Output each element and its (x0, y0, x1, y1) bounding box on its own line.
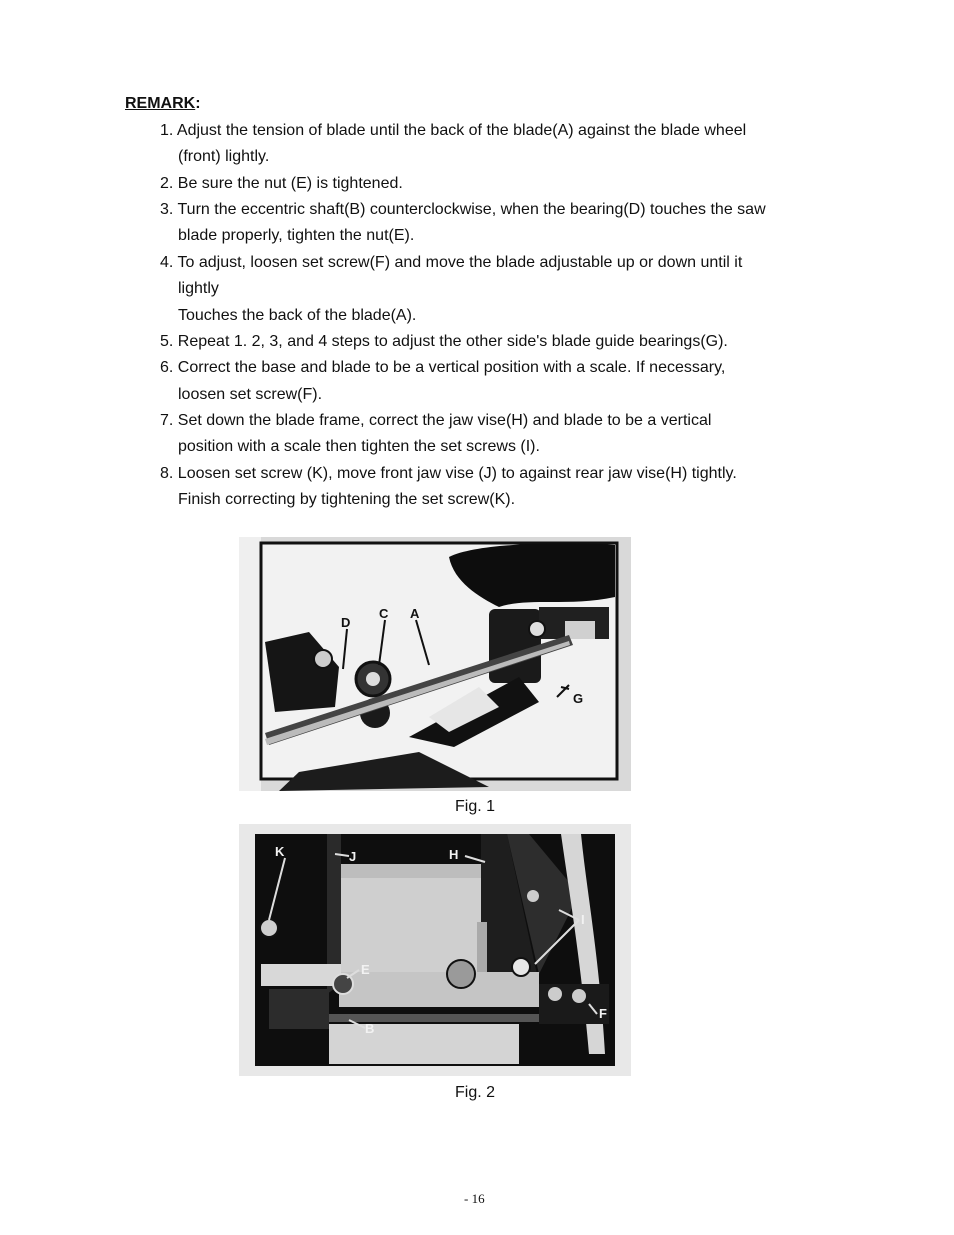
figure-2-label-b: B (365, 1021, 375, 1036)
figure-1-label-c: C (379, 606, 389, 621)
step-6-line-2: loosen set screw(F). (178, 386, 323, 403)
figure-2-label-j: J (349, 849, 357, 864)
figure-1-caption: Fig. 1 (455, 798, 496, 815)
step-8-line-1: 8. Loosen set screw (K), move front jaw vise (J) to against rear jaw vise(H) tightly. (160, 465, 737, 482)
figure-1-illustration (239, 537, 631, 791)
figure-1-label-g: G (573, 691, 584, 706)
remark-heading-colon: : (195, 95, 201, 112)
step-6-line-1: 6. Correct the base and blade to be a vertical position with a scale. If necessary, (160, 359, 726, 376)
step-5-line-1: 5. Repeat 1. 2, 3, and 4 steps to adjust the other side's blade guide bearings(G). (160, 333, 728, 350)
step-3-line-1: 3. Turn the eccentric shaft(B) counterclockwise, when the bearing(D) touches the saw (160, 201, 766, 218)
figure-2-label-i: I (581, 912, 585, 927)
figure-2-photo (239, 824, 631, 1076)
figure-1-photo (239, 537, 631, 791)
figure-2-caption: Fig. 2 (455, 1084, 496, 1101)
step-8-line-2: Finish correcting by tightening the set screw(K). (178, 491, 516, 508)
step-1-line-1: 1. Adjust the tension of blade until the back of the blade(A) against the blade wheel (160, 122, 747, 139)
step-7-line-2: position with a scale then tighten the set screws (I). (178, 438, 540, 455)
page-number: - 16 (464, 1191, 485, 1206)
step-3-line-2: blade properly, tighten the nut(E). (178, 227, 415, 244)
remark-heading-label: REMARK (125, 95, 196, 112)
figure-2-label-k: K (275, 844, 285, 859)
figure-2-illustration (239, 824, 631, 1076)
figure-1-label-d: D (341, 615, 351, 630)
step-1-line-2: (front) lightly. (178, 148, 270, 165)
figure-2-label-f: F (599, 1006, 607, 1021)
step-4-line-3: Touches the back of the blade(A). (178, 307, 417, 324)
figure-2-label-h: H (449, 847, 459, 862)
figure-1-label-a: A (410, 606, 420, 621)
step-4-line-1: 4. To adjust, loosen set screw(F) and move the blade adjustable up or down until it (160, 254, 743, 271)
remark-heading (125, 95, 201, 113)
figure-2-label-e: E (361, 962, 370, 977)
step-2-line-1: 2. Be sure the nut (E) is tightened. (160, 175, 403, 192)
step-4-line-2: lightly (178, 280, 219, 297)
step-7-line-1: 7. Set down the blade frame, correct the jaw vise(H) and blade to be a vertical (160, 412, 712, 429)
